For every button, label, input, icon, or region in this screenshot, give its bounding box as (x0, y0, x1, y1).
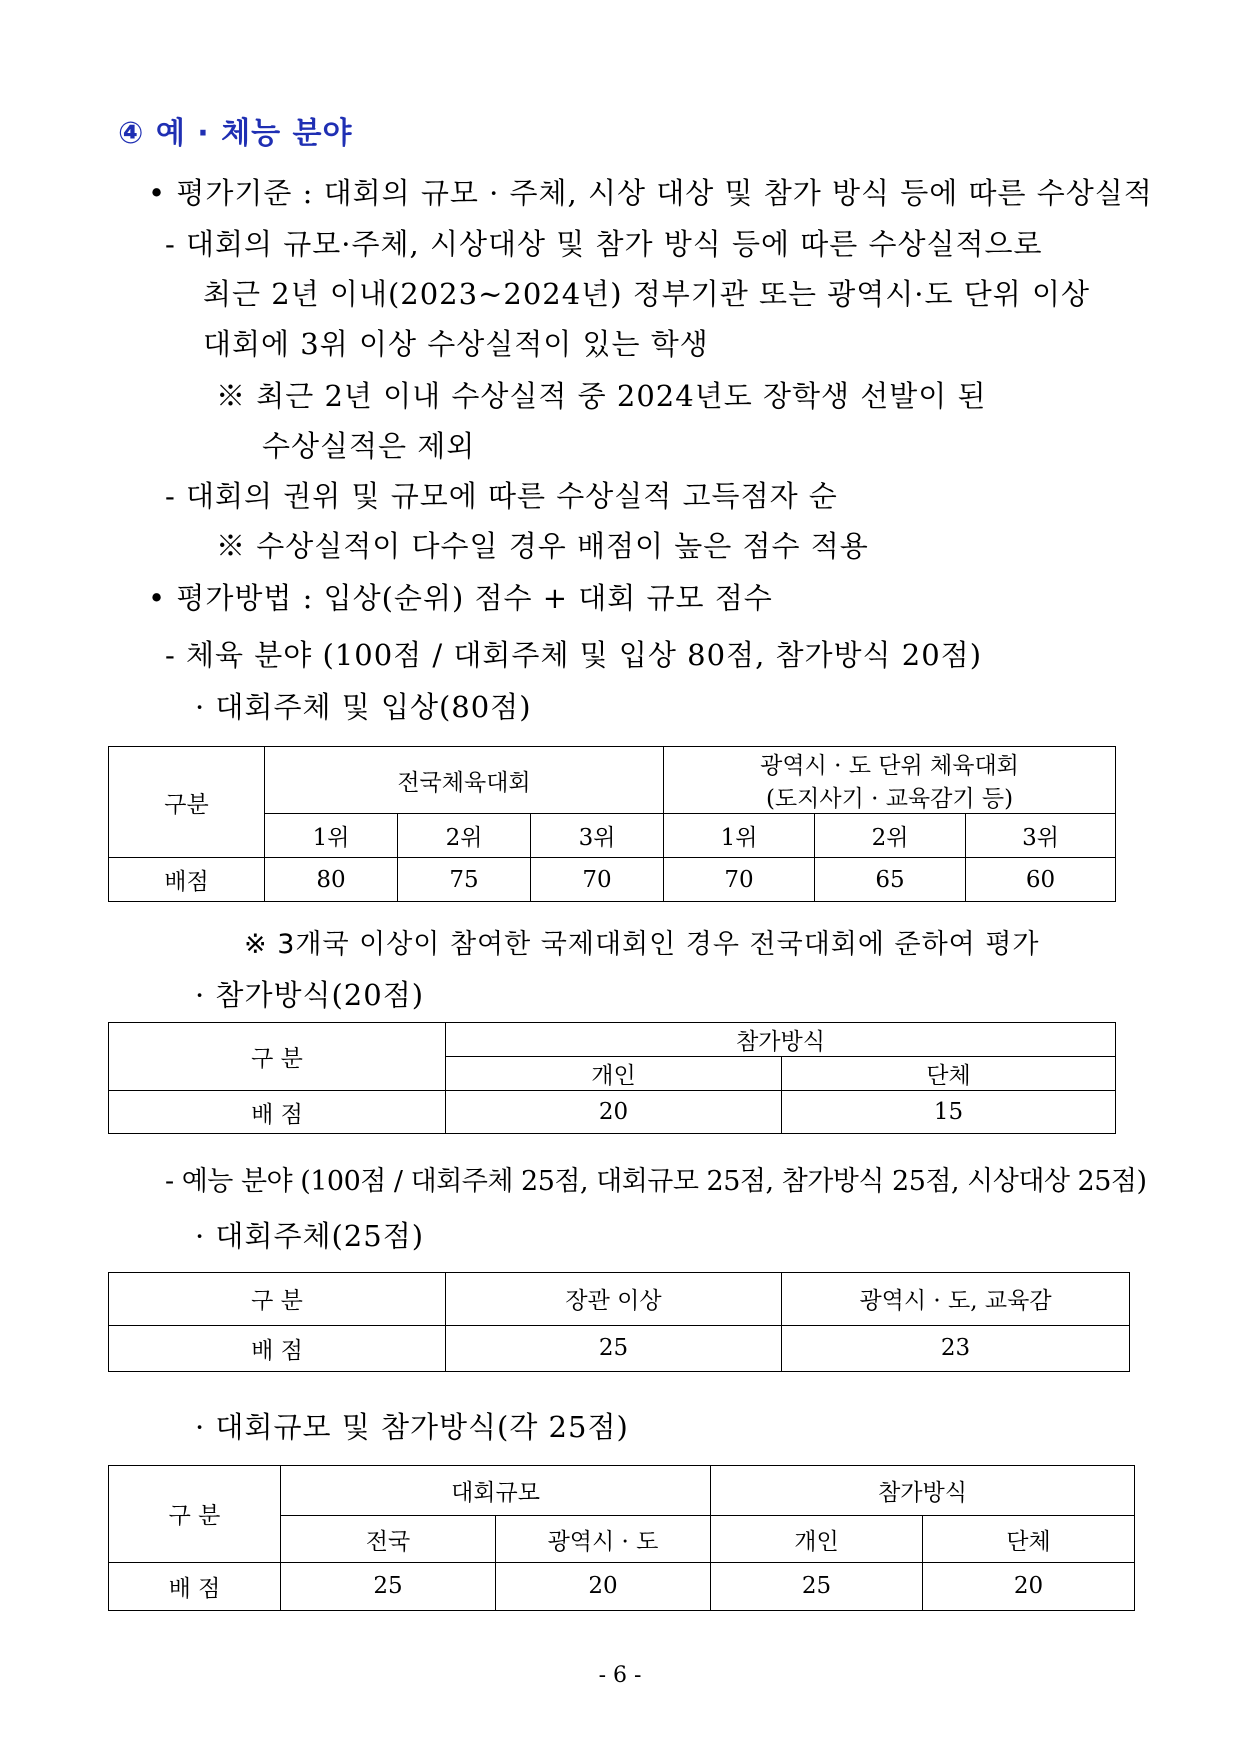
criteria-dash2: - 대회의 권위 및 규모에 따른 수상실적 고득점자 순 (165, 479, 838, 513)
table1-group-regional (664, 747, 1116, 814)
page-number: - 6 - (598, 1663, 642, 1688)
table1-row-header: 구분 (109, 747, 265, 858)
method-bullet: • 평가방법 : 입상(순위) 점수 + 대회 규모 점수 (148, 581, 773, 615)
table1-rank: 2위 (398, 814, 531, 858)
table1-rank: 2위 (815, 814, 966, 858)
table4-score-label: 배 점 (109, 1562, 281, 1610)
table1-rank: 1위 (664, 814, 815, 858)
table3-col: 장관 이상 (446, 1273, 782, 1326)
criteria-note2: ※ 수상실적이 다수일 경우 배점이 높은 점수 적용 (216, 529, 869, 563)
table4-row-header: 구 분 (109, 1466, 281, 1563)
table1-score: 65 (815, 858, 966, 902)
table1-group-regional-line2: (도지사기 · 교육감기 등) (765, 786, 1014, 812)
sports-participation-table (108, 1022, 1116, 1134)
table2-col: 개인 (446, 1057, 782, 1091)
table1-score: 75 (398, 858, 531, 902)
criteria-bullet: • 평가기준 : 대회의 규모 · 주체, 시상 대상 및 참가 방식 등에 따른 수상실적 (148, 176, 1153, 210)
table4-col: 전국 (281, 1516, 496, 1562)
table4-group-scale: 대회규모 (281, 1466, 711, 1516)
table1-score: 70 (531, 858, 664, 902)
section-title: ④ 예 · 체능 분야 (118, 116, 353, 151)
table2-score: 15 (782, 1091, 1116, 1134)
sports-sub1: · 대회주체 및 입상(80점) (195, 690, 532, 724)
table4-col: 단체 (923, 1516, 1135, 1562)
table2-score-label: 배 점 (109, 1091, 446, 1134)
table1-score-label: 배점 (109, 858, 265, 902)
table4-score: 25 (711, 1562, 923, 1610)
table1-group-national: 전국체육대회 (265, 747, 664, 814)
sports-heading: - 체육 분야 (100점 / 대회주체 및 입상 80점, 참가방식 20점) (165, 638, 983, 672)
arts-heading: - 예능 분야 (100점 / 대회주체 25점, 대회규모 25점, 참가방식 25점, 시상대상 25점) (165, 1166, 1147, 1197)
sports-sub2: · 참가방식(20점) (195, 978, 425, 1012)
table1-group-regional-line1: 광역시 · 도 단위 체육대회 (760, 753, 1019, 779)
table1-score: 60 (966, 858, 1116, 902)
table4-score: 25 (281, 1562, 496, 1610)
table4-col: 광역시 · 도 (496, 1516, 711, 1562)
criteria-note1-line1: ※ 최근 2년 이내 수상실적 중 2024년도 장학생 선발이 된 (216, 379, 987, 413)
table1-rank: 3위 (966, 814, 1116, 858)
table3-row-header: 구 분 (109, 1273, 446, 1326)
criteria-dash1-line1-text: - 대회의 규모·주체, 시상대상 및 참가 방식 등에 따른 수상실적으로 (165, 227, 1043, 261)
table2-group: 참가방식 (446, 1023, 1116, 1057)
table3-score-label: 배 점 (109, 1325, 446, 1371)
table4-score: 20 (923, 1562, 1135, 1610)
international-note: ※ 3개국 이상이 참여한 국제대회인 경우 전국대회에 준하여 평가 (244, 929, 1040, 960)
criteria-dash1-line2: 최근 2년 이내(2023~2024년) 정부기관 또는 광역시·도 단위 이상 (203, 277, 1091, 311)
table2-score: 20 (446, 1091, 782, 1134)
table4-group-participation: 참가방식 (711, 1466, 1135, 1516)
arts-scale-participation-table (108, 1465, 1135, 1611)
arts-organizer-table (108, 1272, 1130, 1372)
criteria-note1-line2: 수상실적은 제외 (262, 429, 476, 463)
table2-col: 단체 (782, 1057, 1116, 1091)
table4-score: 20 (496, 1562, 711, 1610)
criteria-dash1-line1 (165, 222, 1150, 263)
table3-score: 25 (446, 1325, 782, 1371)
table1-score: 70 (664, 858, 815, 902)
arts-sub2: · 대회규모 및 참가방식(각 25점) (195, 1410, 629, 1444)
table2-row-header: 구 분 (109, 1023, 446, 1091)
criteria-dash1-line3: 대회에 3위 이상 수상실적이 있는 학생 (203, 327, 709, 361)
table1-score: 80 (265, 858, 398, 902)
table3-col: 광역시 · 도, 교육감 (782, 1273, 1130, 1326)
sports-award-table (108, 746, 1116, 902)
table1-rank: 1위 (265, 814, 398, 858)
table4-col: 개인 (711, 1516, 923, 1562)
arts-sub1: · 대회주체(25점) (195, 1219, 425, 1253)
table1-rank: 3위 (531, 814, 664, 858)
table3-score: 23 (782, 1325, 1130, 1371)
